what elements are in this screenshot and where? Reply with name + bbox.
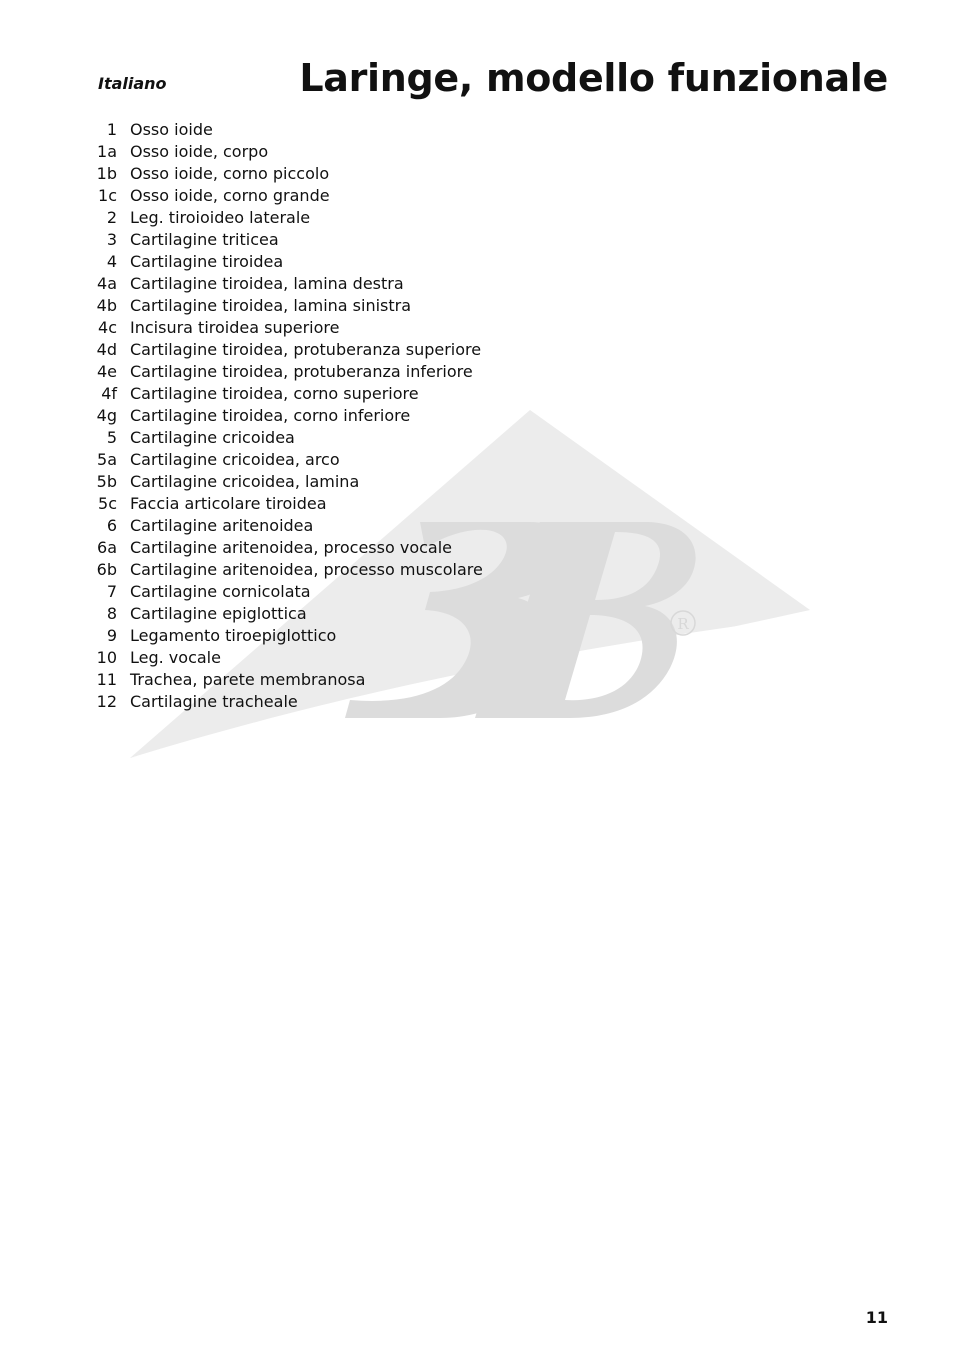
language-label: Italiano bbox=[98, 74, 167, 93]
page-number: 11 bbox=[865, 1308, 888, 1327]
legend-list bbox=[92, 119, 483, 713]
list-item bbox=[92, 625, 483, 647]
item-number: 12 bbox=[96, 692, 117, 711]
item-label: Osso ioide, corno piccolo bbox=[130, 164, 330, 183]
list-item bbox=[92, 427, 483, 449]
list-item bbox=[92, 603, 483, 625]
item-label: Cartilagine tiroidea bbox=[130, 252, 284, 271]
item-number: 1a bbox=[97, 142, 117, 161]
list-item bbox=[92, 383, 483, 405]
item-label: Cartilagine epiglottica bbox=[130, 604, 307, 623]
item-number: 4e bbox=[96, 362, 117, 381]
item-label: Cartilagine cricoidea, lamina bbox=[130, 472, 360, 491]
item-label: Cartilagine cricoidea, arco bbox=[130, 450, 340, 469]
item-number: 1 bbox=[106, 120, 117, 139]
item-number: 4c bbox=[98, 318, 117, 337]
list-item bbox=[92, 273, 483, 295]
item-number: 4f bbox=[101, 384, 117, 403]
item-label: Incisura tiroidea superiore bbox=[130, 318, 340, 337]
item-number: 9 bbox=[106, 626, 117, 645]
item-number: 6a bbox=[97, 538, 117, 557]
item-label: Faccia articolare tiroidea bbox=[130, 494, 327, 513]
list-item bbox=[92, 515, 483, 537]
item-number: 6 bbox=[106, 516, 117, 535]
item-number: 4g bbox=[96, 406, 117, 425]
item-number: 10 bbox=[96, 648, 117, 667]
list-item bbox=[92, 691, 483, 713]
list-item bbox=[92, 163, 483, 185]
item-label: Cartilagine tiroidea, protuberanza inferiore bbox=[130, 362, 473, 381]
item-label: Leg. tiroioideo laterale bbox=[130, 208, 311, 227]
list-item bbox=[92, 559, 483, 581]
item-label: Osso ioide, corpo bbox=[130, 142, 269, 161]
item-label: Cartilagine tiroidea, protuberanza superiore bbox=[130, 340, 482, 359]
item-label: Osso ioide, corno grande bbox=[130, 186, 330, 205]
registered-mark-letter: R bbox=[677, 615, 689, 633]
list-item bbox=[92, 141, 483, 163]
list-item bbox=[92, 229, 483, 251]
item-label: Cartilagine cornicolata bbox=[130, 582, 311, 601]
item-label: Cartilagine aritenoidea, processo vocale bbox=[130, 538, 452, 557]
list-item bbox=[92, 317, 483, 339]
item-number: 3 bbox=[106, 230, 117, 249]
list-item bbox=[92, 449, 483, 471]
item-number: 5b bbox=[96, 472, 117, 491]
item-label: Legamento tiroepiglottico bbox=[130, 626, 337, 645]
list-item bbox=[92, 295, 483, 317]
item-label: Cartilagine tracheale bbox=[130, 692, 298, 711]
list-item bbox=[92, 493, 483, 515]
item-label: Cartilagine tiroidea, corno superiore bbox=[130, 384, 419, 403]
item-number: 5 bbox=[106, 428, 117, 447]
list-item bbox=[92, 119, 483, 141]
item-number: 1b bbox=[96, 164, 117, 183]
list-item bbox=[92, 339, 483, 361]
item-number: 4a bbox=[97, 274, 117, 293]
item-number: 8 bbox=[106, 604, 117, 623]
item-number: 4 bbox=[106, 252, 117, 271]
list-item bbox=[92, 537, 483, 559]
item-number: 4b bbox=[96, 296, 117, 315]
list-item bbox=[92, 669, 483, 691]
item-label: Cartilagine tiroidea, lamina sinistra bbox=[130, 296, 412, 315]
item-number: 1c bbox=[98, 186, 117, 205]
item-label: Osso ioide bbox=[130, 120, 213, 139]
list-item bbox=[92, 647, 483, 669]
item-label: Cartilagine aritenoidea, processo muscolare bbox=[130, 560, 483, 579]
item-label: Trachea, parete membranosa bbox=[130, 670, 366, 689]
item-label: Cartilagine tiroidea, corno inferiore bbox=[130, 406, 411, 425]
item-label: Cartilagine cricoidea bbox=[130, 428, 295, 447]
list-item bbox=[92, 207, 483, 229]
item-label: Cartilagine tiroidea, lamina destra bbox=[130, 274, 404, 293]
item-number: 7 bbox=[106, 582, 117, 601]
item-number: 5c bbox=[98, 494, 117, 513]
list-item bbox=[92, 471, 483, 493]
item-number: 6b bbox=[96, 560, 117, 579]
list-item bbox=[92, 185, 483, 207]
item-label: Leg. vocale bbox=[130, 648, 221, 667]
item-label: Cartilagine triticea bbox=[130, 230, 279, 249]
page-title: Laringe, modello funzionale bbox=[299, 56, 888, 100]
item-number: 5a bbox=[97, 450, 117, 469]
item-number: 11 bbox=[96, 670, 117, 689]
list-item bbox=[92, 361, 483, 383]
item-number: 4d bbox=[96, 340, 117, 359]
list-item bbox=[92, 581, 483, 603]
item-number: 2 bbox=[106, 208, 117, 227]
list-item bbox=[92, 405, 483, 427]
list-item bbox=[92, 251, 483, 273]
item-label: Cartilagine aritenoidea bbox=[130, 516, 314, 535]
